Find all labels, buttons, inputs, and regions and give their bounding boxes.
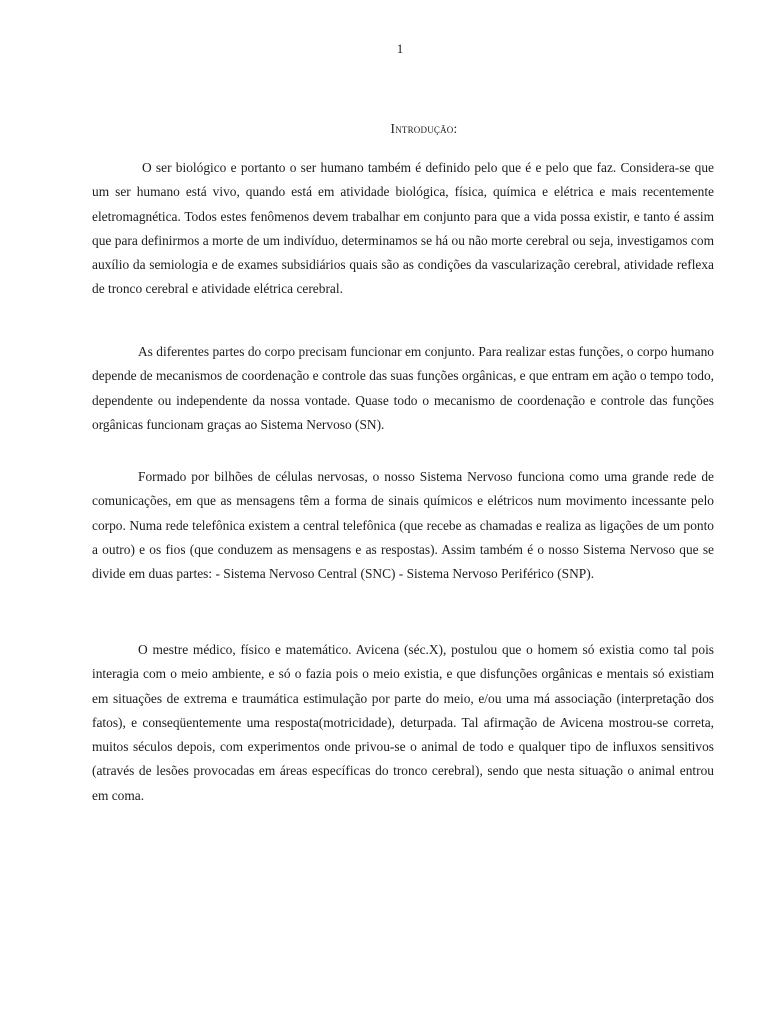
- paragraph-body-parts: As diferentes partes do corpo precisam funcionar em conjunto. Para realizar estas funções, o corpo humano depende de mecanismos de coordenação e controle das suas funções orgânicas, e que entram em ação o tempo todo, dependente ou independente da nossa vontade. Quase todo o mecanismo de coordenação e controle das funções orgânicas funcionam graças ao Sistema Nervoso (SN).: [92, 344, 714, 432]
- section-title: Introdução:: [390, 121, 458, 136]
- paragraph-nervous-system: Formado por bilhões de células nervosas, o nosso Sistema Nervoso funciona como uma grande rede de comunicações, em que as mensagens têm a forma de sinais químicos e elétricos num movimento incessante pelo corpo. Numa rede telefônica existem a central telefônica (que recebe as chamadas e realiza as ligações de um ponto a outro) e os fios (que conduzem as mensagens e as respostas). Assim também é o nosso Sistema Nervoso que se divide em duas partes: - Sistema Nervoso Central (SNC) - Sistema Nervoso Periférico (SNP).: [92, 469, 714, 582]
- page-number: 1: [396, 41, 404, 56]
- paragraph-avicena: O mestre médico, físico e matemático. Avicena (séc.X), postulou que o homem só existia como tal pois interagia com o meio ambiente, e só o fazia pois o meio existia, e que disfunções orgânicas e mentais só existiam em situações de extrema e traumática estimulação por parte do meio, e/ou uma má associação (interpretação dos fatos), e conseqüentemente uma resposta(motricidade), deturpada. Tal afirmação de Avicena mostrou-se correta, muitos séculos depois, com experimentos onde privou-se o animal de todo e qualquer tipo de influxos sensitivos (através de lesões provocadas em áreas específicas do tronco cerebral), sendo que nesta situação o animal entrou em coma.: [92, 642, 714, 803]
- paragraph-intro: O ser biológico e portanto o ser humano também é definido pelo que é e pelo que faz. Considera-se que um ser humano está vivo, quando está em atividade biológica, física, química e elétrica e mais recentemente eletromagnética. Todos estes fenômenos devem trabalhar em conjunto para que a vida possa existir, e tanto é assim que para definirmos a morte de um indivíduo, determinamos se há ou não morte cerebral ou seja, investigamos com auxílio da semiologia e de exames subsidiários quais são as condições da vascularização cerebral, atividade reflexa de tronco cerebral e atividade elétrica cerebral.: [92, 160, 714, 297]
